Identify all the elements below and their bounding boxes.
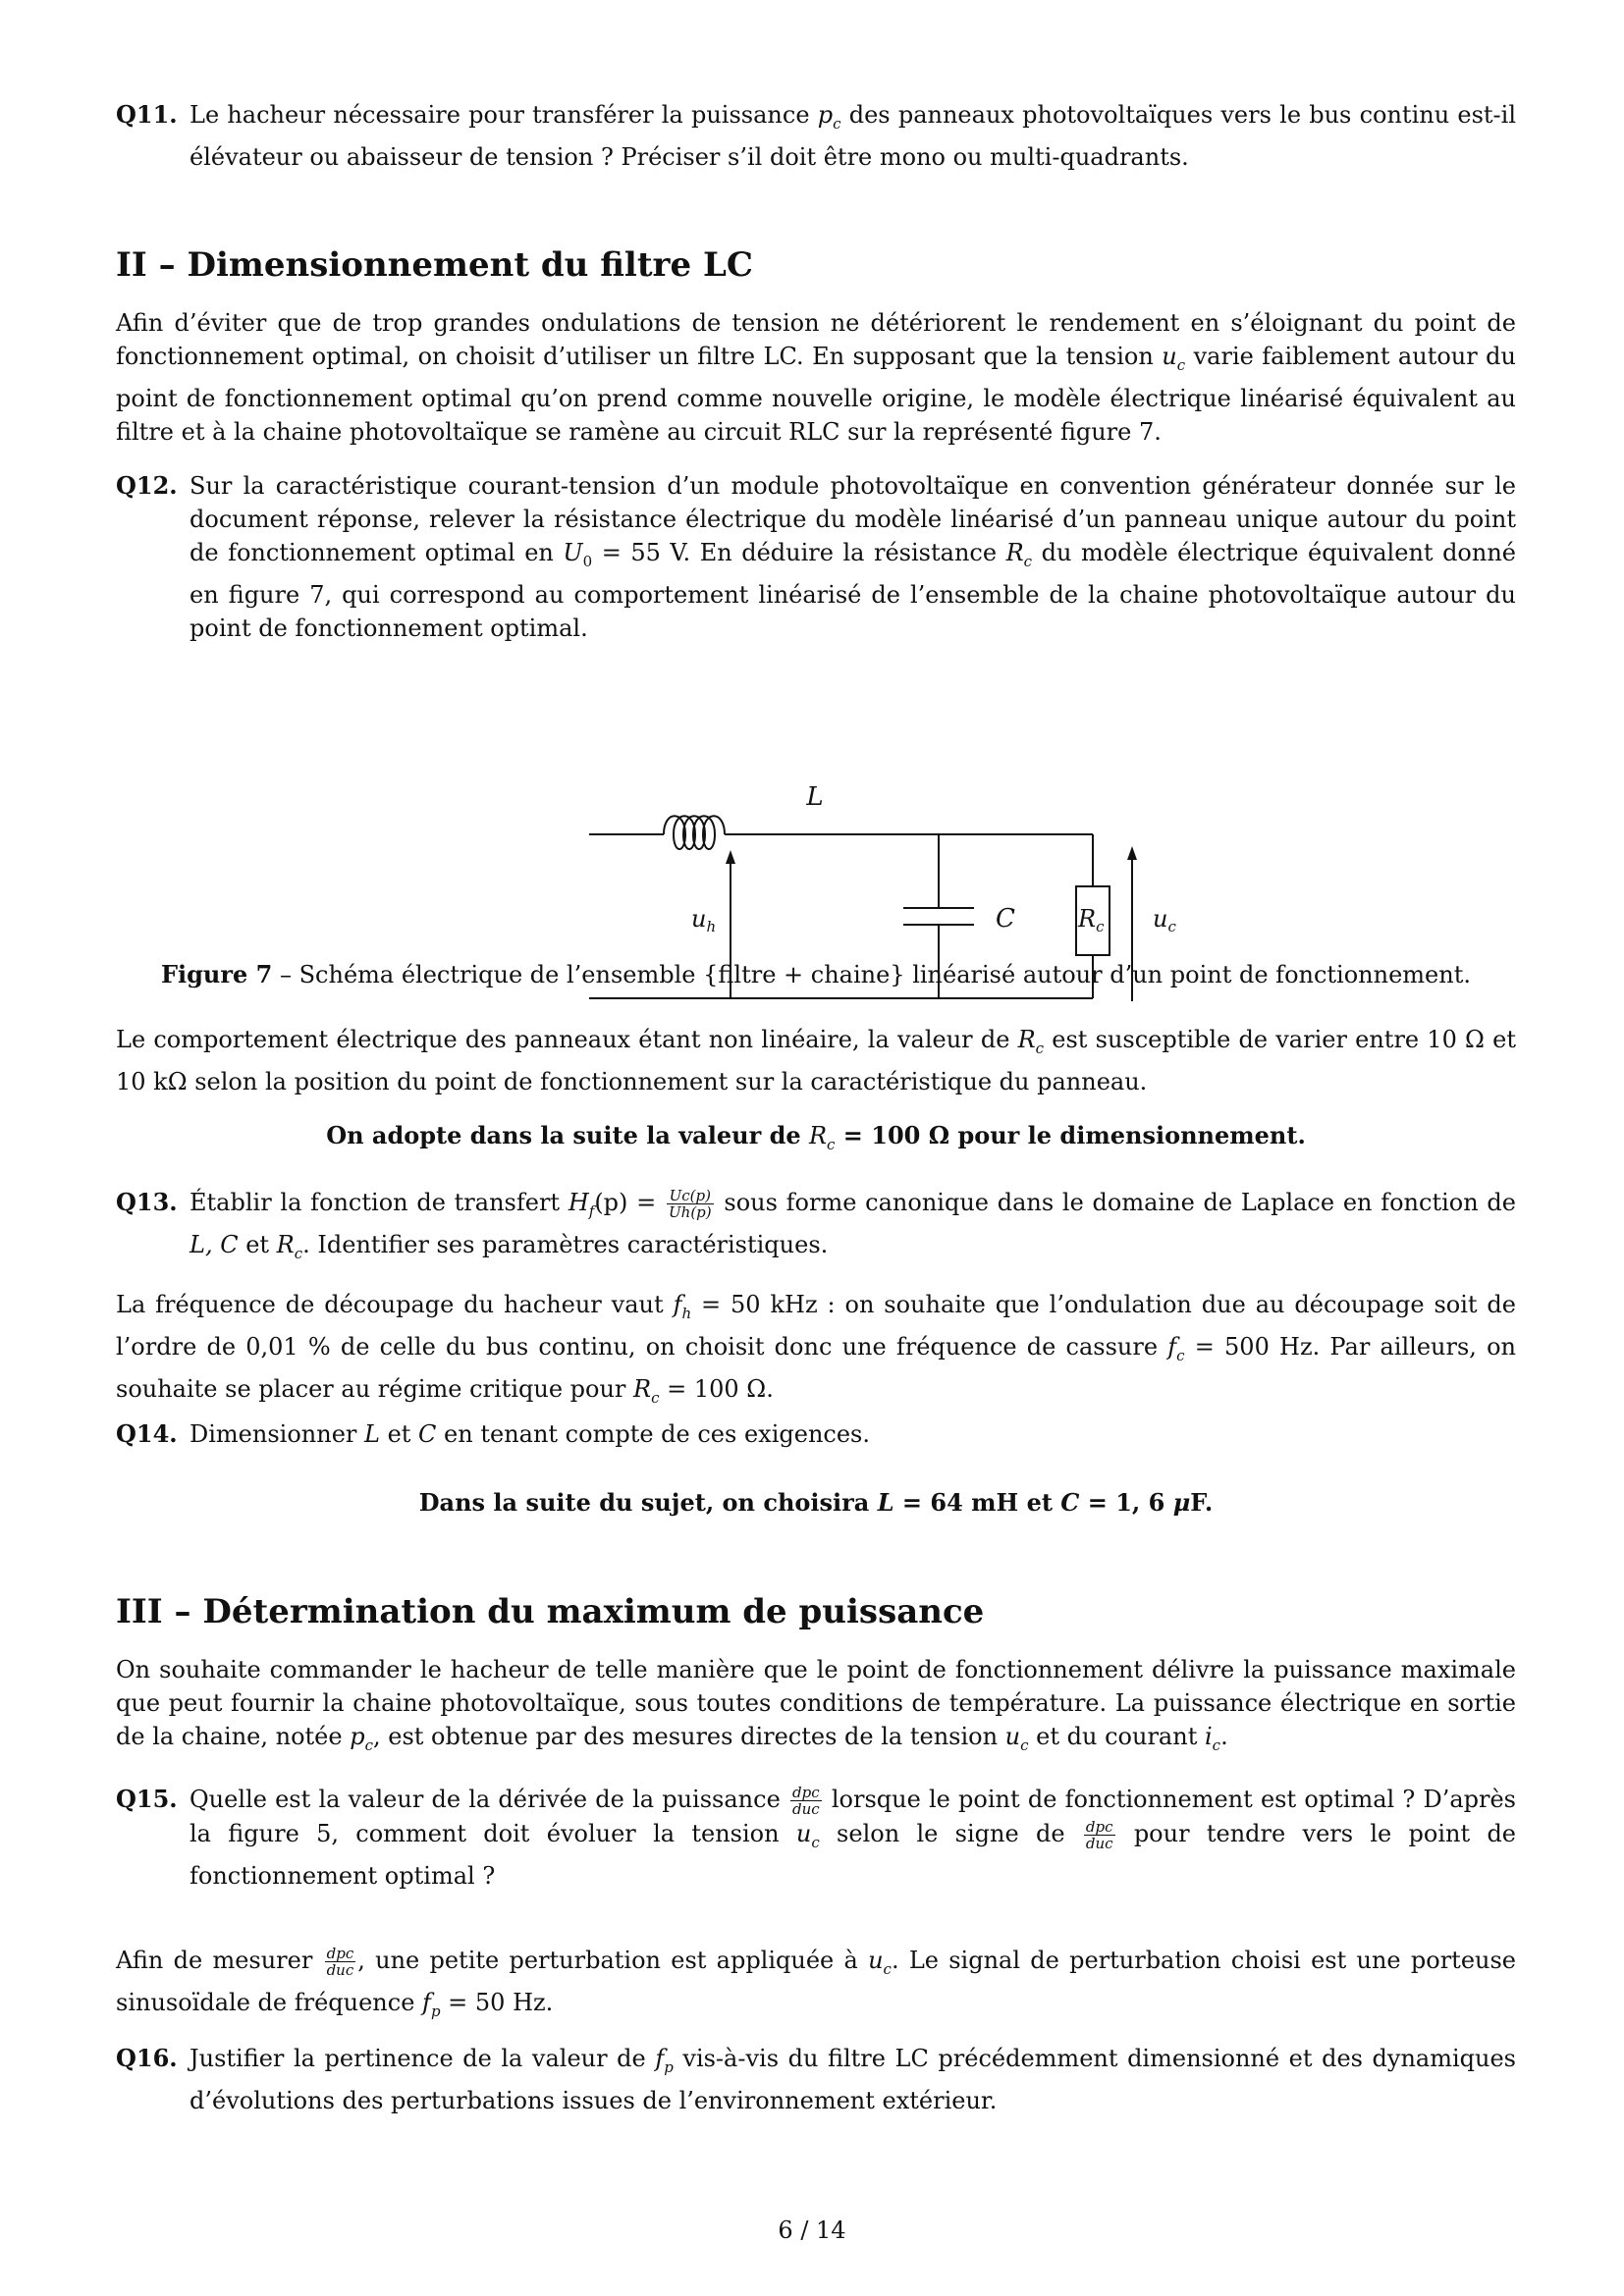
- derivative-fraction: $\frac{\text{dpc}}{\text{duc}}$: [1085, 1818, 1113, 1852]
- figure-caption: Figure 7 – Schéma électrique de l’ensemble {filtre + chaine} linéarisé autour d’un point de fonctionnement.: [160, 960, 1471, 988]
- question-number: Q15.: [116, 1785, 178, 1813]
- question-text: Le hacheur nécessaire pour transférer la puissance $p_c$ des panneaux photovoltaïques vers le bus continu est-il élévateur ou abaisseur de tension ? Préciser s’il doit être mono ou multi-quadrants.: [189, 101, 1517, 171]
- page-number: 6 / 14: [778, 2216, 846, 2244]
- label-Rc: $R_c$: [1078, 905, 1105, 935]
- question-q14: [116, 1417, 1516, 1451]
- adopt-statement: On adopte dans la suite la valeur de $R_c = 100$ Ω pour le dimensionnement.: [326, 1121, 1306, 1153]
- derivative-fraction: $\frac{\text{dpc}}{\text{duc}}$: [791, 1784, 820, 1818]
- question-number: Q12.: [116, 471, 178, 500]
- label-C: C: [996, 904, 1015, 934]
- question-q15: [116, 1783, 1516, 1893]
- question-q11: [116, 98, 1516, 174]
- choice-statement: Dans la suite du sujet, on choisira L = 64 mH et C = 1, 6 μF.: [418, 1488, 1214, 1517]
- uc-arrow-head: [1127, 846, 1137, 860]
- label-uc: $u_c$: [1153, 905, 1176, 935]
- derivative-fraction: $\frac{\text{dpc}}{\text{duc}}$: [326, 1945, 354, 1979]
- question-number: Q16.: [116, 2044, 178, 2072]
- inductor-coil: [664, 816, 725, 849]
- question-q13: [116, 1186, 1516, 1270]
- paragraph-rc-range: Le comportement électrique des panneaux étant non linéaire, la valeur de $R_c$ est susceptible de varier entre 10 Ω et 10 kΩ selon la position du point de fonctionnement sur la caractéristique du panneau.: [116, 1026, 1516, 1095]
- transfer-fraction: $\frac{Uc(p)}{Uh(p)}$: [669, 1187, 712, 1221]
- label-uh: $u_h$: [691, 905, 717, 935]
- question-text: Sur la caractéristique courant-tension d’un module photovoltaïque en convention générateur donnée sur le document réponse, relever la résistance électrique du modèle linéarisé d’un panneau unique autour du point de fonctionnement optimal en $U_0 = 55$ V. En déduire la résistance $R_c$ du modèle électrique équivalent donné en figure 7, qui correspond au comportement linéarisé de l’ensemble de la chaine photovoltaïque autour du point de fonctionnement optimal.: [189, 472, 1516, 642]
- question-text: Justifier la pertinence de la valeur de $f_p$ vis-à-vis du filtre LC précédemment dimensionné et des dynamiques d’évolutions des perturbations issues de l’environnement extérieur.: [189, 2045, 1516, 2114]
- section-title: II – Dimensionnement du filtre LC: [116, 245, 753, 285]
- question-text: Établir la fonction de transfert $H_f(p)$ = $\frac{Uc(p)}{Uh(p)}$ sous forme canonique dans le domaine de Laplace en fonction de L, C et $R_c$. Identifier ses paramètres caractéristiques.: [189, 1187, 1516, 1262]
- paragraph-frequency: La fréquence de découpage du hacheur vaut $f_h = 50$ kHz : on souhaite que l’ondulation due au découpage soit de l’ordre de 0,01 % de celle du bus continu, on choisit donc une fréquence de cassure $f_c = 500$ Hz. Par ailleurs, on souhaite se placer au régime critique pour $R_c = 100$ Ω.: [116, 1291, 1516, 1407]
- question-q16: [116, 2042, 1516, 2117]
- label-L: L: [806, 782, 824, 812]
- section-title: III – Détermination du maximum de puissance: [116, 1592, 985, 1631]
- paragraph-perturbation: Afin de mesurer $\frac{\text{dpc}}{\text{duc}}$ , une petite perturbation est appliquée à $u_c$. Le signal de perturbation choisi est une porteuse sinusoïdale de fréquence $f_p = 50$ Hz.: [116, 1945, 1516, 2020]
- question-number: Q11.: [116, 100, 178, 129]
- question-number: Q13.: [116, 1188, 178, 1216]
- question-number: Q14.: [116, 1419, 178, 1448]
- paragraph-intro-filter: Afin d’éviter que de trop grandes ondulations de tension ne détériorent le rendement en s’éloignant du point de fonctionnement optimal, on choisit d’utiliser un filtre LC. En supposant que la tension $u_c$ varie faiblement autour du point de fonctionnement optimal qu’on prend comme nouvelle origine, le modèle électrique linéarisé équivalent au filtre et à la chaine photovoltaïque se ramène au circuit RLC sur la représenté figure 7.: [116, 309, 1516, 446]
- question-q12: [116, 469, 1516, 645]
- question-text: Dimensionner L et C en tenant compte de ces exigences.: [189, 1420, 870, 1448]
- question-text: Quelle est la valeur de la dérivée de la puissance $\frac{\text{dpc}}{\text{duc}}$ lorsque le point de fonctionnement est optimal ? D’après la figure 5, comment doit évoluer la tension $u_c$ selon le signe de $\frac{\text{dpc}}{\text{duc}}$ pour tendre vers le point de fonctionnement optimal ?: [189, 1784, 1517, 1890]
- paragraph-max-power: On souhaite commander le hacheur de telle manière que le point de fonctionnement délivre la puissance maximale que peut fournir la chaine photovoltaïque, sous toutes conditions de température. La puissance électrique en sortie de la chaine, notée $p_c$, est obtenue par des mesures directes de la tension $u_c$ et du courant $i_c$.: [116, 1656, 1516, 1754]
- uh-arrow-head: [726, 850, 735, 864]
